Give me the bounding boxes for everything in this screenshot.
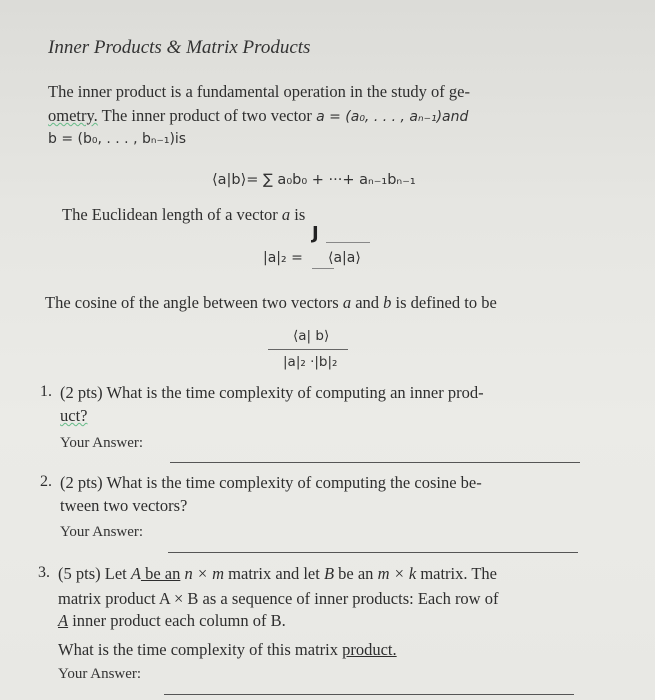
question-3-line-1 bbox=[58, 564, 497, 584]
question-3-answer-label: Your Answer: bbox=[58, 666, 142, 682]
intro-text: The inner product of two vector bbox=[97, 106, 317, 125]
intro-line-1: The inner product is a fundamental operation in the study of ge- bbox=[48, 82, 470, 101]
cosine-text: The cosine of the angle between two vectors bbox=[45, 293, 343, 312]
rhs-underline bbox=[312, 268, 334, 269]
cosine-numerator: ⟨a| b⟩ bbox=[293, 328, 330, 344]
q3-product: product. bbox=[342, 640, 397, 659]
q3-var-A-2: A bbox=[58, 611, 69, 630]
question-2-line-2: tween two vectors? bbox=[60, 496, 188, 515]
q3-text-4: matrix. The bbox=[416, 564, 497, 583]
q3-text-5: inner product each column of B. bbox=[68, 611, 286, 630]
question-1-number: 1. bbox=[40, 383, 52, 400]
question-1-answer-field[interactable] bbox=[170, 462, 580, 463]
root-bar bbox=[326, 242, 370, 243]
question-1-answer-label: Your Answer: bbox=[60, 435, 144, 451]
euclid-text: The Euclidean length of a vector bbox=[62, 205, 282, 224]
question-2-answer-label: Your Answer: bbox=[60, 524, 144, 540]
question-3-number: 3. bbox=[38, 564, 50, 581]
fraction-bar bbox=[268, 349, 348, 350]
cosine-and: and bbox=[351, 293, 384, 312]
intro-line-2 bbox=[48, 106, 468, 126]
cosine-var-b: b bbox=[383, 293, 392, 312]
question-3-line-3 bbox=[58, 611, 286, 631]
question-1-line-2: uct? bbox=[60, 406, 88, 425]
q3-dims-mk: m × k bbox=[377, 564, 417, 583]
cosine-var-a: a bbox=[342, 293, 352, 312]
q3-dims-nm: n × m bbox=[180, 564, 225, 583]
cosine-text-end: is defined to be bbox=[391, 293, 497, 312]
root-sign: J bbox=[312, 223, 319, 244]
question-2-answer-field[interactable] bbox=[168, 552, 578, 553]
q3-text: (5 pts) Let bbox=[58, 564, 131, 583]
q3-be-an: be an bbox=[140, 564, 181, 583]
euclid-var-a: a bbox=[281, 205, 291, 224]
q3-text-3: be an bbox=[334, 564, 378, 583]
question-1-line-1: (2 pts) What is the time complexity of computing an inner prod- bbox=[60, 383, 484, 402]
euclid-text-end: is bbox=[290, 205, 306, 224]
cosine-denominator: |a|₂ ·|b|₂ bbox=[283, 354, 338, 370]
question-3-line-2: matrix product A × B as a sequence of inner products: Each row of bbox=[58, 589, 499, 608]
q3-text-6: What is the time complexity of this matrix bbox=[58, 640, 343, 659]
page-title: Inner Products & Matrix Products bbox=[48, 37, 311, 58]
euclid-rhs: ⟨a|a⟩ bbox=[328, 250, 361, 266]
vector-b-def: b = (b₀, . . . , bₙ₋₁)is bbox=[48, 131, 187, 147]
q3-var-B: B bbox=[323, 564, 335, 583]
question-3-answer-field[interactable] bbox=[164, 694, 574, 695]
inner-product-formula: ⟨a|b⟩= ∑ a₀b₀ + ···+ aₙ₋₁bₙ₋₁ bbox=[212, 172, 416, 188]
intro-word-ometry: ometry. bbox=[48, 106, 98, 125]
euclid-lhs: |a|₂ = bbox=[263, 250, 303, 266]
euclid-line bbox=[62, 205, 305, 225]
cosine-line bbox=[45, 293, 497, 313]
vector-a-def: a = (a₀, . . . , aₙ₋₁)and bbox=[316, 109, 469, 125]
q3-var-A: A bbox=[130, 564, 141, 583]
q3-text-2: matrix and let bbox=[224, 564, 324, 583]
question-2-line-1: (2 pts) What is the time complexity of computing the cosine be- bbox=[60, 473, 482, 492]
question-3-line-4 bbox=[58, 640, 397, 660]
question-2-number: 2. bbox=[40, 473, 52, 490]
